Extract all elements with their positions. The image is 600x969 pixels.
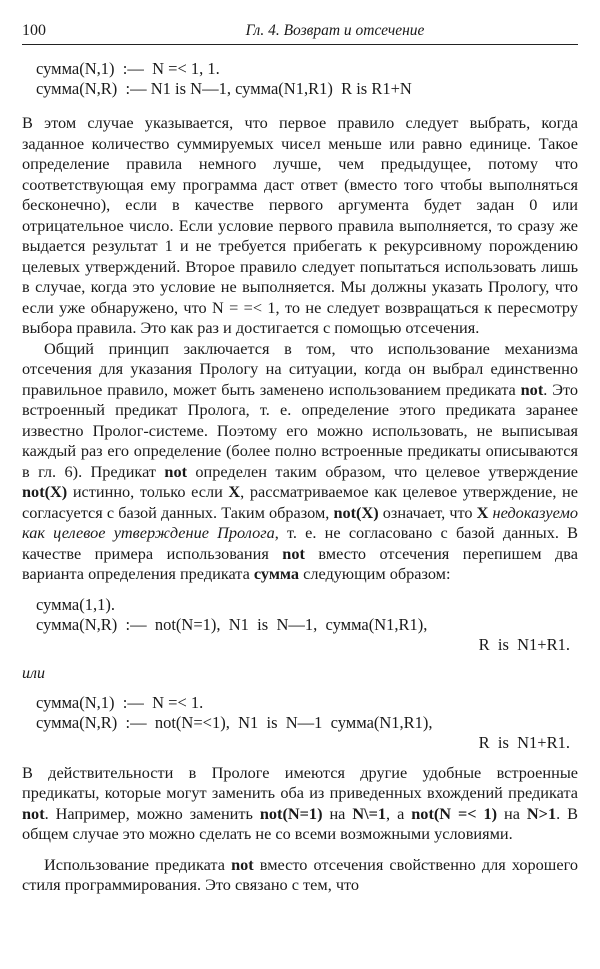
paragraph-3: В действительности в Прологе имеются другие удобные встроенные предикаты, которые могут заменить оба из приведенных вхождений предиката not. Например, можно заменить not(N=1) на N\=1, а not(N =< 1) на N>1. В общем случае это можно сделать не со всеми возможными условиями. [22, 762, 578, 843]
code-line: сумма(N,R) :— N1 is N—1, сумма(N1,R1) R is R1+N [36, 79, 412, 98]
paragraph-1: В этом случае указывается, что первое правило следует выбрать, когда заданное количество суммируемых чисел меньше или равно единице. Такое определение правила немного лучше, чем предыдущее, потому что соответствующая ему программа даст ответ (вместо того чтобы выполняться бесконечно), если в качестве первого аргумента будет задан 0 или отрицательное число. Если условие первого правила выполняется, то сразу же выдается результат 1 и не требуется прибегать к рекурсивному порождению целевых утверждений. Второе правило следует попытаться использовать лишь в случае, когда это условие не выполняется. Мы должны указать Прологу, что если уже обнаружено, что N = =< 1, то не следует возвращаться к пересмотру выбора правила. Это как раз и достигается с помощью отсечения. [22, 113, 578, 337]
code-line: сумма(N,R) :— not(N=1), N1 is N—1, сумма(N1,R1), [36, 614, 428, 634]
code-line: сумма(1,1). [36, 594, 115, 614]
paragraph-2: Общий принцип заключается в том, что использование механизма отсечения для указания Прологу на ситуации, когда он выбрал единственно правильное правило, может быть заменено использованием предиката not. Это встроенный предикат Пролога, т. е. определение этого предиката заранее известно Пролог-системе. Поэтому его можно использовать, не выписывая каждый раз его определение (более полно встроенные предикаты описываются в гл. 6). Предикат not определен таким образом, что целевое утверждение not(X) истинно, только если X, рассматриваемое как целевое утверждение, не согласуется с базой данных. Таким образом, not(X) означает, что X недоказуемо как целевое утверждение Пролога, т. е. не согласовано с базой данных. В качестве примера использования not вместо отсечения перепишем два варианта определения предиката сумма следующим образом: [22, 338, 579, 583]
or-word: или [22, 664, 45, 682]
page-number: 100 [22, 22, 46, 39]
code-block-3 [22, 693, 578, 753]
book-page [22, 18, 578, 896]
code-line: сумма(N,1) :— N =< 1, 1. [36, 59, 220, 78]
running-title: Гл. 4. Возврат и отсечение [245, 22, 425, 39]
code-line: сумма(N,R) :— not(N=<1), N1 is N—1 сумма(N1,R1), [36, 712, 433, 732]
paragraph-4: Использование предиката not вместо отсечения свойственно для хорошего стиля программирования. Это связано с тем, что [22, 854, 578, 894]
code-line: R is N1+R1. [478, 732, 570, 752]
code-line: сумма(N,1) :— N =< 1. [36, 692, 204, 712]
code-line: R is N1+R1. [478, 634, 570, 654]
page-header [22, 18, 578, 45]
code-block-1 [22, 59, 578, 99]
code-block-2 [22, 595, 578, 655]
